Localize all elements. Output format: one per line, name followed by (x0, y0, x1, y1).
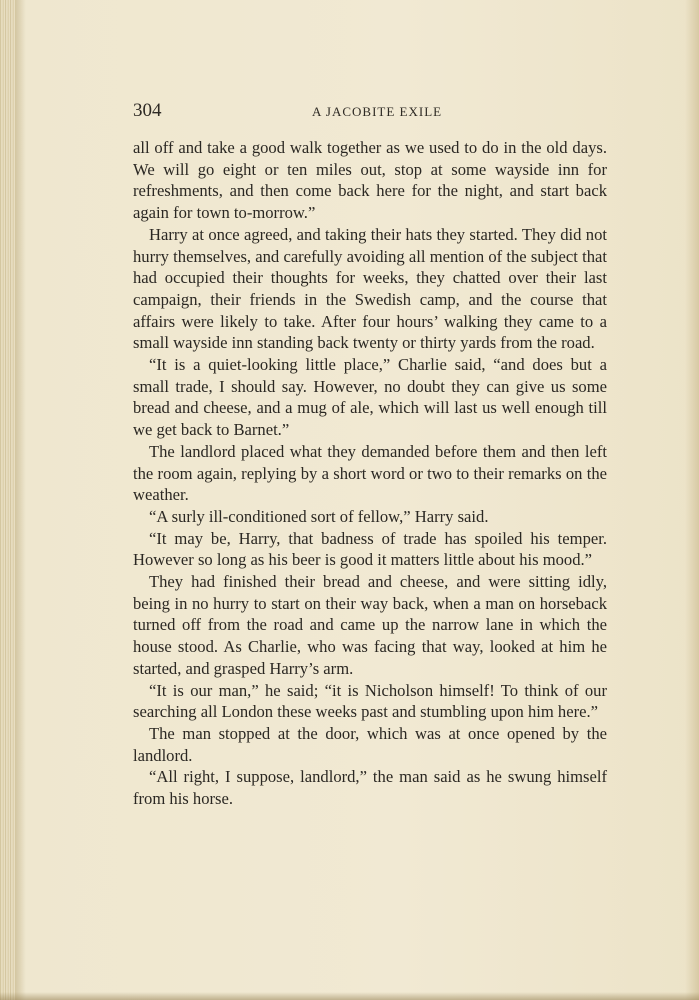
running-head: A JACOBITE EXILE (312, 104, 443, 119)
paragraph: all off and take a good walk together as we used to do in the old days. We will go eight or ten miles out, stop at some wayside inn for refreshments, and then come back here for the night, and start back again for town to-morrow.” (133, 138, 607, 223)
book-binding-edge (0, 0, 16, 1000)
paragraph: “It is a quiet-looking little place,” Charlie said, “and does but a small trade, I should say. However, no doubt they can give us some bread and cheese, and a mug of ale, which will last us well enough till we get back to Barnet.” (133, 355, 607, 440)
paragraph: They had finished their bread and cheese, and were sitting idly, being in no hurry to start on their way back, when a man on horseback turned off from the road and came up the narrow lane in which the house stood. As Charlie, who was facing that way, looked at him he started, and grasped Harry’s arm. (133, 572, 607, 678)
page-header (133, 100, 607, 124)
paragraph: “All right, I suppose, landlord,” the man said as he swung himself from his horse. (133, 767, 607, 809)
paragraph: The man stopped at the door, which was at once opened by the landlord. (133, 723, 607, 765)
page-bottom-edge (0, 992, 699, 1000)
body-text (133, 137, 607, 810)
paragraph: Harry at once agreed, and taking their hats they started. They did not hurry themselves, and carefully avoiding all mention of the subject that had occupied their thoughts for weeks, they chatted over their last campaign, their friends in the Swedish camp, and the course that affairs were likely to take. After four hours’ walking they came to a small wayside inn standing back twenty or thirty yards from the road. (133, 224, 607, 353)
paragraph: “A surly ill-conditioned sort of fellow,” Harry said. (149, 506, 489, 526)
gutter-shadow (16, 0, 26, 1000)
page-number: 304 (133, 100, 162, 121)
paragraph: “It may be, Harry, that badness of trade has spoiled his temper. However so long as his beer is good it matters little about his mood.” (133, 528, 607, 570)
paragraph: The landlord placed what they demanded before them and then left the room again, replying by a short word or two to their remarks on the weather. (133, 441, 607, 505)
paragraph: “It is our man,” he said; “it is Nicholson himself! To think of our searching all London these weeks past and stumbling upon him here.” (133, 680, 607, 722)
page-right-edge (685, 0, 699, 1000)
